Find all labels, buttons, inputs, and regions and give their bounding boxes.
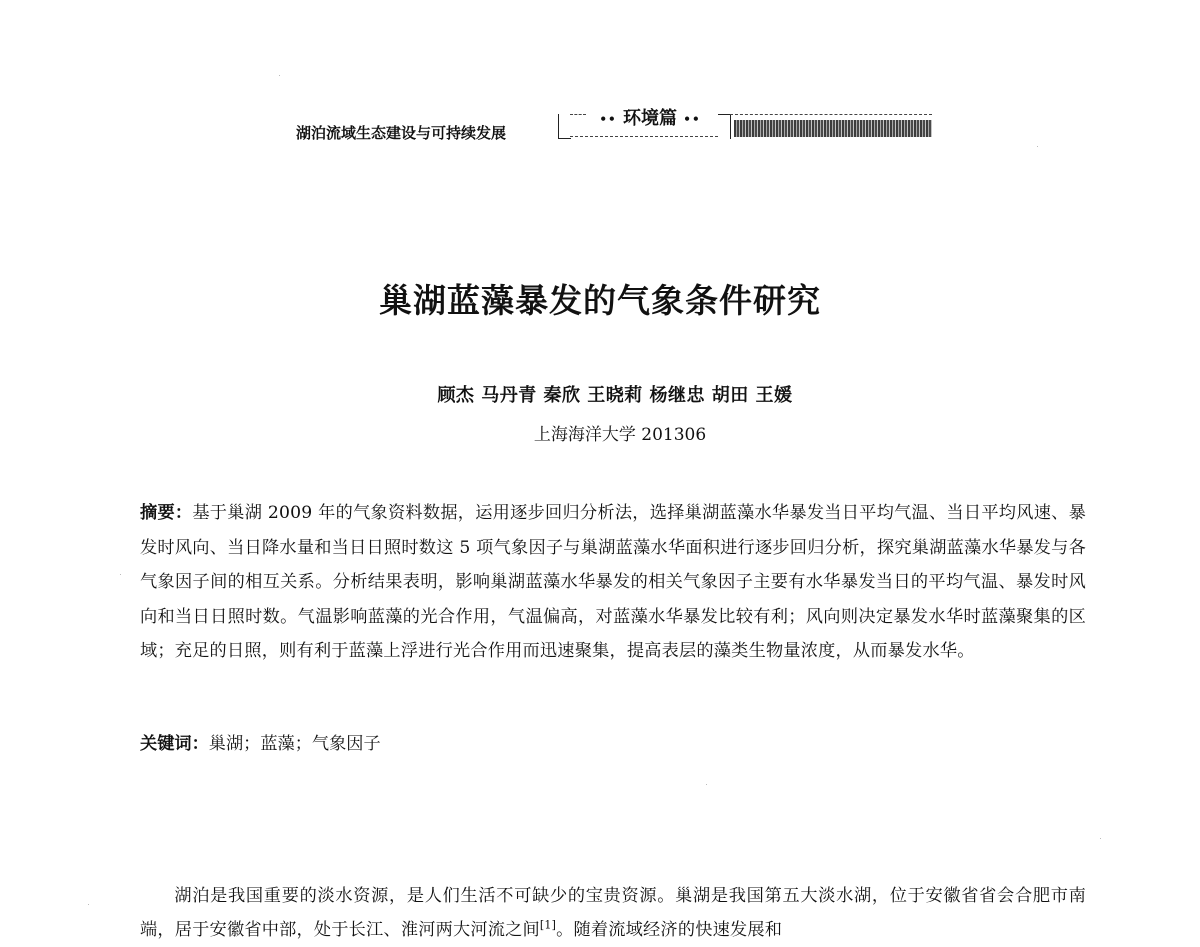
section-label-group [580, 104, 720, 130]
section-dots-left: •• [599, 112, 617, 126]
header-dash-right [730, 114, 932, 115]
keywords-text: 巢湖；蓝藻；气象因子 [208, 734, 381, 754]
body-paragraph-text: 湖泊是我国重要的淡水资源，是人们生活不可缺少的宝贵资源。巢湖是我国第五大淡水湖，位于安徽省省会合肥市南端，居于安徽省中部，处于长江、淮河两大河流之间 [140, 886, 1086, 940]
keywords-label: 关键词： [140, 734, 209, 754]
body-paragraph [140, 879, 1086, 947]
section-dots-right: •• [683, 112, 701, 126]
section-label: 环境篇 [623, 108, 677, 129]
abstract-text: 基于巢湖 2009 年的气象资料数据，运用逐步回归分析法，选择巢湖蓝藻水华暴发当日平均气温、当日平均风速、暴发时风向、当日降水量和当日日照时数这 5 项气象因子与巢湖蓝藻水华面积进行逐步回归分析，探究巢湖蓝藻水华暴发与各气象因子间的相互关系。分析结果表明，影响巢湖蓝藻水华暴发的相关气象因子主要有水华暴发当日的平均气温、暴发时风向和当日日照时数。气温影响蓝藻的光合作用，气温偏高，对蓝藻水华暴发比较有利；风向则决定暴发水华时蓝藻聚集的区域；充足的日照，则有利于蓝藻上浮进行光合作用而迅速聚集，提高表层的藻类生物量浓度，从而暴发水华。 [140, 503, 1086, 661]
body-paragraph-continuation: 。随着流域经济的快速发展和 [556, 920, 783, 940]
scan-speck [279, 75, 280, 76]
keywords [140, 727, 1086, 761]
scan-speck [706, 784, 707, 785]
scan-speck [1100, 838, 1101, 839]
scan-speck [120, 574, 121, 575]
running-header [296, 104, 936, 144]
author-list: 顾杰 马丹青 秦欣 王晓莉 杨继忠 胡田 王媛 [437, 385, 793, 406]
scan-speck [1037, 146, 1038, 147]
citation-marker: [1] [539, 918, 557, 932]
abstract-label: 摘要： [140, 503, 193, 523]
affiliation: 上海海洋大学 201306 [533, 425, 707, 445]
header-decorative-bar [734, 120, 932, 137]
header-dash-bottom [570, 136, 718, 137]
series-title: 湖泊流域生态建设与可持续发展 [296, 124, 507, 142]
abstract [140, 496, 1086, 669]
header-bracket-right [718, 114, 731, 139]
scan-speck [88, 904, 89, 905]
paper-title: 巢湖蓝藻暴发的气象条件研究 [379, 281, 821, 320]
